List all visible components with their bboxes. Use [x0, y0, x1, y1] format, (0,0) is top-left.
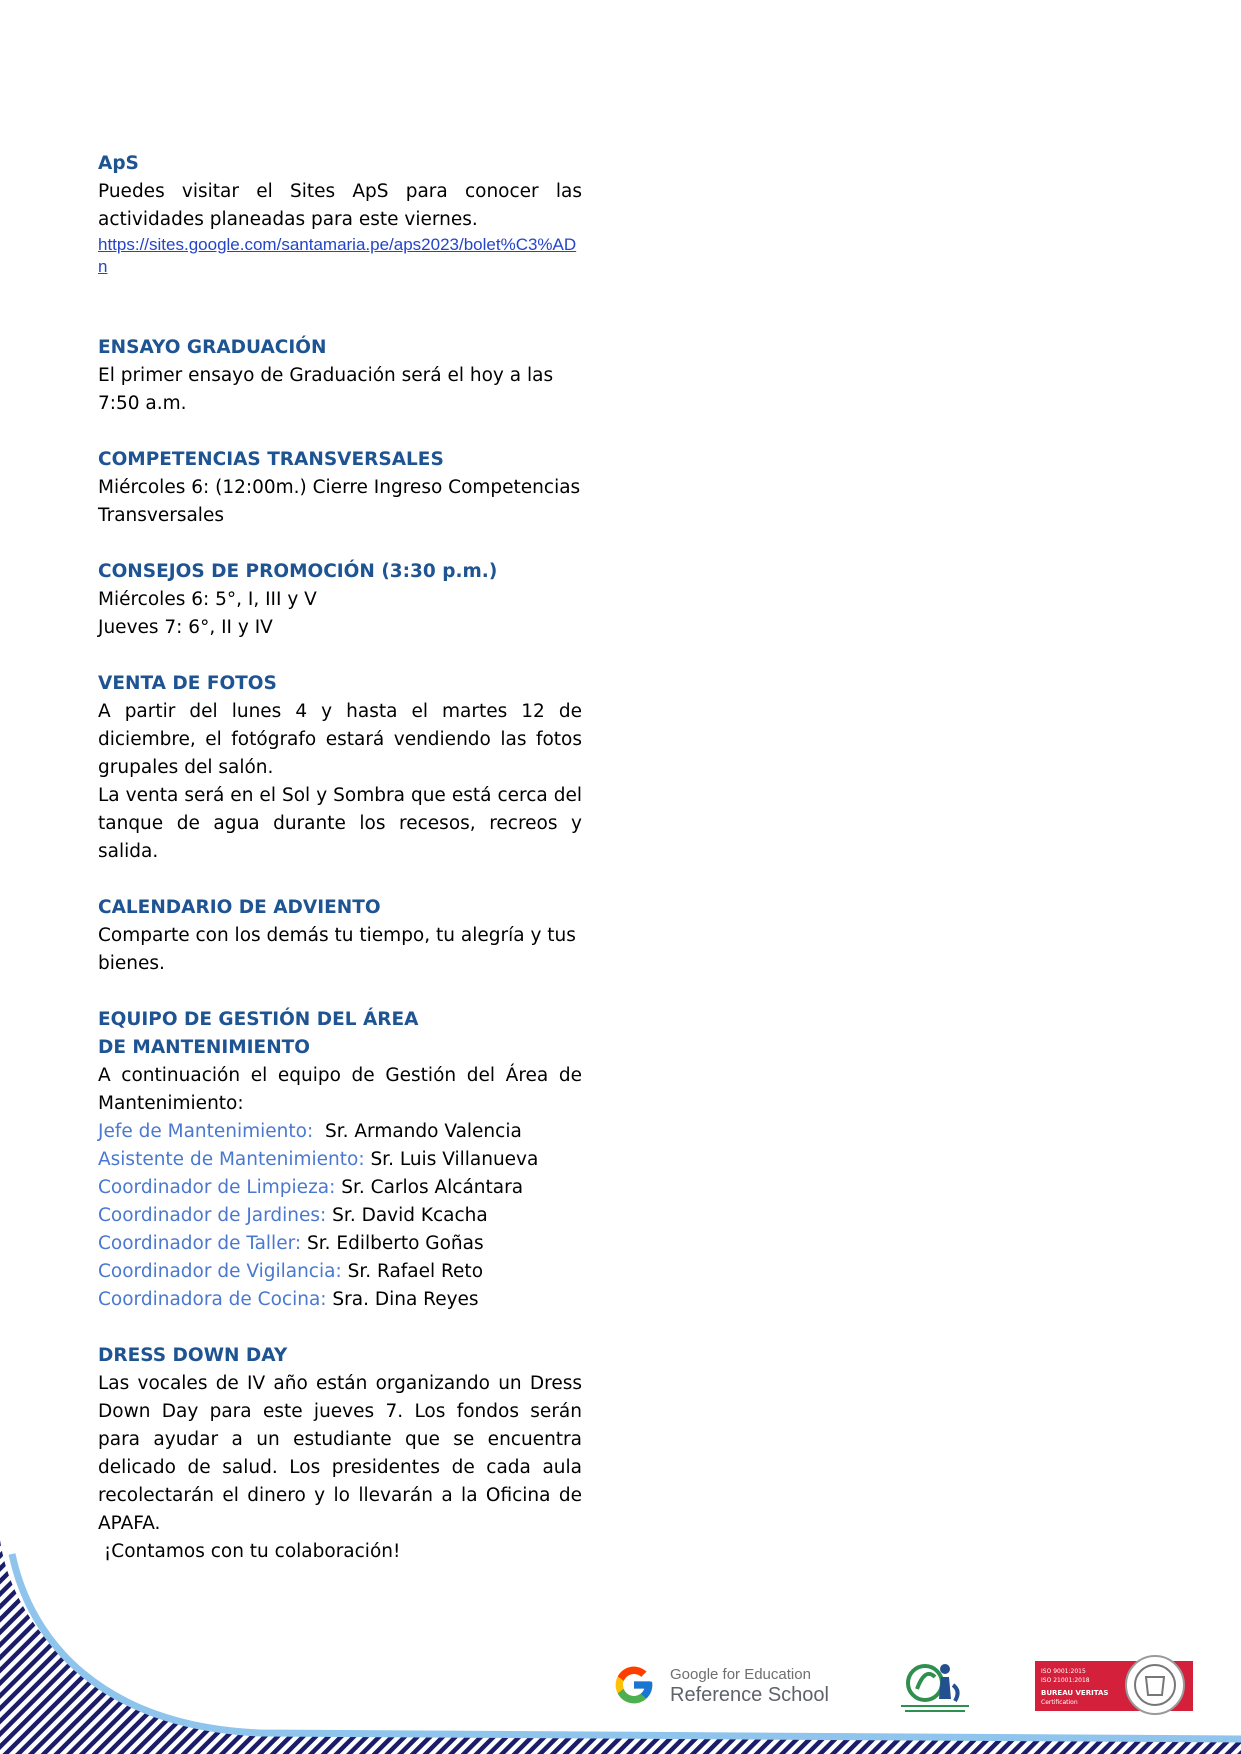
google-logo-text: [670, 1665, 829, 1705]
content-column: [98, 150, 582, 1594]
team-role: Coordinador de Jardines:: [98, 1205, 327, 1226]
team-role: Jefe de Mantenimiento:: [98, 1121, 314, 1142]
section-closing: ¡Contamos con tu colaboración!: [98, 1541, 401, 1562]
section-heading: CONSEJOS DE PROMOCIÓN (3:30 p.m.): [98, 561, 498, 582]
team-member: [98, 1202, 582, 1230]
team-role: Coordinador de Limpieza:: [98, 1177, 336, 1198]
section-heading: ENSAYO GRADUACIÓN: [98, 337, 327, 358]
section-heading: ApS: [98, 153, 139, 174]
section-ensayo: [98, 334, 582, 418]
decorative-wave-border: [0, 1540, 1241, 1754]
section-text: A continuación el equipo de Gestión del Área de Mantenimiento:: [98, 1065, 582, 1114]
google-reference-school-logo: [612, 1655, 848, 1715]
team-member: [98, 1118, 582, 1146]
section-text: A partir del lunes 4 y hasta el martes 12 de diciembre, el fotógrafo estará vendiendo las fotos grupales del salón.: [98, 701, 582, 778]
team-name: Sr. Edilberto Goñas: [301, 1233, 484, 1254]
section-text: Puedes visitar el Sites ApS para conocer las actividades planeadas para este viernes.: [98, 181, 582, 230]
section-consejos: [98, 558, 582, 642]
google-g-icon: [612, 1663, 656, 1707]
iso-certification-logo: [1035, 1655, 1193, 1715]
section-heading: VENTA DE FOTOS: [98, 673, 277, 694]
section-aps: [98, 150, 582, 278]
section-text: El primer ensayo de Graduación será el hoy a las 7:50 a.m.: [98, 365, 554, 414]
section-competencias: [98, 446, 582, 530]
iso-line-1: ISO 9001:2015: [1041, 1668, 1086, 1675]
section-line: Miércoles 6: 5°, I, III y V: [98, 589, 317, 610]
team-name: Sr. Armando Valencia: [313, 1121, 522, 1142]
section-text: Las vocales de IV año están organizando un Dress Down Day para este jueves 7. Los fondos serán para ayudar a un estudiante que se encuentra delicado de salud. Los presidentes de cada aula recolectarán el dinero y lo llevarán a la Oficina de APAFA.: [98, 1373, 582, 1534]
team-name: Sr. Carlos Alcántara: [335, 1177, 524, 1198]
section-heading: COMPETENCIAS TRANSVERSALES: [98, 449, 444, 470]
section-equipo: [98, 1006, 582, 1314]
section-text: Comparte con los demás tu tiempo, tu alegría y tus bienes.: [98, 925, 576, 974]
section-adviento: [98, 894, 582, 978]
team-member: [98, 1146, 582, 1174]
google-line-2: Reference School: [670, 1684, 829, 1706]
section-heading: CALENDARIO DE ADVIENTO: [98, 897, 381, 918]
section-fotos: [98, 670, 582, 866]
team-role: Asistente de Mantenimiento:: [98, 1149, 365, 1170]
iso-line-2: ISO 21001:2018: [1041, 1677, 1090, 1684]
iso-line-3: BUREAU VERITAS: [1041, 1689, 1109, 1697]
bureau-veritas-badge: [1035, 1655, 1193, 1715]
team-name: Sr. David Kcacha: [326, 1205, 488, 1226]
team-name: Sr. Rafael Reto: [341, 1261, 484, 1282]
section-dress-down: [98, 1342, 582, 1566]
pacto-educativo-logo: [895, 1655, 975, 1715]
aps-sites-link[interactable]: https://sites.google.com/santamaria.pe/aps2023/bolet%C3%ADn: [98, 235, 577, 276]
iso-line-4: Certification: [1041, 1699, 1078, 1706]
section-text: La venta será en el Sol y Sombra que está cerca del tanque de agua durante los recesos, recreos y salida.: [98, 785, 582, 862]
team-member: [98, 1258, 582, 1286]
team-role: Coordinadora de Cocina:: [98, 1289, 327, 1310]
section-heading: EQUIPO DE GESTIÓN DEL ÁREA DE MANTENIMIENTO: [98, 1009, 419, 1058]
team-role: Coordinador de Vigilancia:: [98, 1261, 342, 1282]
team-name: Sr. Luis Villanueva: [364, 1149, 539, 1170]
team-member: [98, 1230, 582, 1258]
team-name: Sra. Dina Reyes: [326, 1289, 479, 1310]
section-line: Jueves 7: 6°, II y IV: [98, 617, 273, 638]
google-line-1: Google for Education: [670, 1666, 811, 1683]
family-emblem-icon: [895, 1655, 975, 1715]
section-text: Miércoles 6: (12:00m.) Cierre Ingreso Competencias Transversales: [98, 477, 581, 526]
team-member: [98, 1286, 582, 1314]
team-member: [98, 1174, 582, 1202]
team-role: Coordinador de Taller:: [98, 1233, 302, 1254]
section-heading: DRESS DOWN DAY: [98, 1345, 288, 1366]
team-list: [98, 1118, 582, 1314]
